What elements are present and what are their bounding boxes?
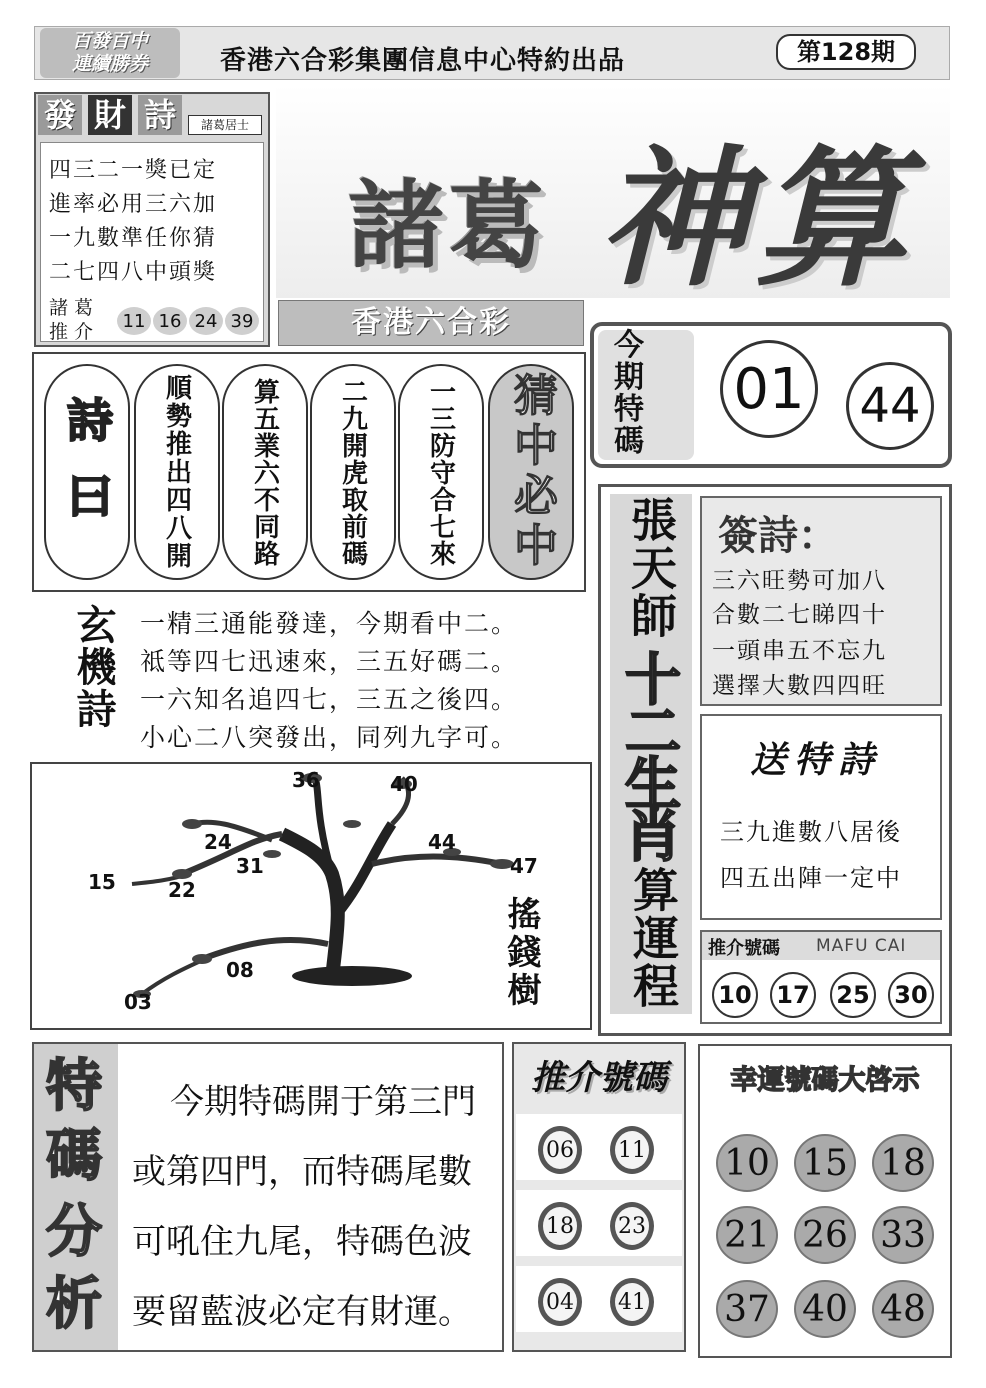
analysis-line-1: 今期特碼開于第三門 (170, 1082, 476, 1122)
recommend-label-bottom: 推 介 (49, 321, 94, 343)
money-tree-label: 搖錢樹 (501, 896, 541, 1010)
recommend-row-sponsor: MAFU CAI (816, 936, 907, 956)
qian-poem-line-2: 合數二七睇四十 (712, 602, 887, 628)
author-tag: 諸葛居士 (188, 115, 262, 135)
zhang-tian-shi-title: 張天師 (624, 496, 678, 640)
analysis-line-2: 或第四門，而特碼尾數 (132, 1152, 472, 1192)
header-badge (40, 28, 180, 78)
xuan-ji-line-3: 一六知名追四七，三五之後四。 (140, 685, 519, 714)
brand-title-part-2: 神算 (598, 131, 915, 307)
tuijie-number-5: 04 (538, 1278, 582, 1326)
fa-cai-body (40, 142, 264, 342)
tuijie-number-2: 11 (610, 1126, 654, 1174)
recommend-row-number-2: 17 (770, 972, 816, 1018)
lucky-number-7: 37 (716, 1280, 778, 1338)
shi-yue-column-1: 順勢推出四八開 (134, 364, 220, 580)
fa-cai-number-1: 11 (117, 307, 151, 335)
fa-cai-number-3: 24 (189, 307, 223, 335)
qian-poem-line-1: 三六旺勢可加八 (712, 568, 887, 594)
special-code-label-char-3: 特 (614, 392, 644, 427)
special-code-label-char-2: 期 (614, 360, 644, 395)
recommend-row-label: 推介號碼 (708, 938, 780, 959)
recommend-row-number-4: 30 (888, 972, 934, 1018)
lucky-number-4: 21 (716, 1206, 778, 1264)
shi-yue-column-4: 一三防守合七來 (398, 364, 484, 580)
xuan-ji-label: 玄機詩 (70, 604, 116, 730)
song-te-title: 送特詩 (750, 739, 883, 781)
fa-cai-line-4: 二七四八中頭獎 (49, 260, 218, 285)
analysis-label-char-4: 析 (46, 1272, 102, 1337)
tuijie-number-3: 18 (538, 1202, 582, 1250)
tree-number-22: 22 (168, 878, 196, 902)
qian-poem-line-3: 一頭串五不忘九 (712, 638, 887, 664)
recommend-row-number-1: 10 (712, 972, 758, 1018)
zhang-tian-shi-middle: 十二生肖 (616, 650, 681, 858)
tuijie-number-6: 41 (610, 1278, 654, 1326)
special-code-label-char-1: 今 (614, 328, 644, 363)
lucky-number-2: 15 (794, 1134, 856, 1192)
fa-cai-char-1: 發 (38, 95, 82, 135)
fa-cai-line-2: 進率必用三六加 (49, 192, 218, 217)
lucky-number-5: 26 (794, 1206, 856, 1264)
fa-cai-number-4: 39 (225, 307, 259, 335)
xuan-ji-line-4: 小心二八突發出，同列九字可。 (140, 723, 519, 752)
shi-yue-column-3: 二九開虎取前碼 (310, 364, 396, 580)
lucky-number-9: 48 (872, 1280, 934, 1338)
song-te-line-1: 三九進數八居後 (720, 818, 902, 846)
fa-cai-line-3: 一九數準任你猜 (49, 226, 218, 251)
lucky-title: 幸運號碼大啓示 (730, 1065, 920, 1096)
shi-yue-column-2: 算五業六不同路 (222, 364, 308, 580)
analysis-label-char-3: 分 (46, 1200, 102, 1265)
recommend-label-top: 諸 葛 (49, 297, 94, 319)
lucky-number-3: 18 (872, 1134, 934, 1192)
special-code-number-2: 44 (846, 362, 934, 450)
recommend-row-number-3: 25 (830, 972, 876, 1018)
xuan-ji-line-2: 祗等四七迅速來，三五好碼二。 (140, 647, 519, 676)
tree-number-08: 08 (226, 958, 254, 982)
lucky-number-1: 10 (716, 1134, 778, 1192)
tree-number-47: 47 (510, 854, 538, 878)
subtitle-banner: 香港六合彩 (278, 300, 584, 346)
tree-number-36: 36 (292, 768, 320, 792)
xuan-ji-line-1: 一精三通能發達，今期看中二。 (140, 609, 519, 638)
fa-cai-char-3: 詩 (138, 95, 182, 135)
qian-poem-line-4: 選擇大數四四旺 (712, 673, 887, 699)
shi-yue-guess: 猜中必中 (488, 364, 574, 580)
qian-poem-title: 簽詩： (718, 513, 838, 559)
tuijie-number-4: 23 (610, 1202, 654, 1250)
tree-number-44: 44 (428, 830, 456, 854)
analysis-line-3: 可吼住九尾，特碼色波 (132, 1222, 472, 1262)
tree-number-31: 31 (236, 854, 264, 878)
fa-cai-number-2: 16 (153, 307, 187, 335)
special-code-label (598, 330, 694, 460)
analysis-label-char-1: 特 (46, 1054, 102, 1119)
special-code-label-char-4: 碼 (614, 424, 644, 459)
xuan-ji-body (136, 600, 586, 760)
badge-line-1: 百發百中 (71, 30, 148, 52)
tuijie-title: 推介號碼 (531, 1058, 667, 1098)
brand-title-part-1: 諸葛 (348, 170, 548, 282)
analysis-label-char-2: 碼 (46, 1124, 102, 1189)
tree-number-24: 24 (204, 830, 232, 854)
zhang-tian-shi-bottom: 算運程 (626, 866, 680, 1010)
tree-number-03: 03 (124, 990, 152, 1014)
lucky-number-6: 33 (872, 1206, 934, 1264)
song-te-line-2: 四五出陣一定中 (720, 864, 902, 892)
analysis-line-4: 要留藍波必定有財運。 (132, 1292, 472, 1332)
lucky-number-8: 40 (794, 1280, 856, 1338)
special-code-number-1: 01 (720, 340, 818, 438)
fa-cai-line-1: 四三二一獎已定 (49, 158, 218, 183)
badge-line-2: 連續勝券 (71, 53, 148, 75)
fa-cai-title (36, 95, 268, 137)
shi-yue-label: 詩曰 (44, 364, 130, 580)
tree-number-15: 15 (88, 870, 116, 894)
tree-number-40: 40 (390, 772, 418, 796)
publisher-line: 香港六合彩集團信息中心特約出品 (220, 46, 626, 76)
tuijie-number-1: 06 (538, 1126, 582, 1174)
fa-cai-char-2: 財 (88, 95, 132, 135)
issue-badge: 第128期 (776, 34, 916, 70)
